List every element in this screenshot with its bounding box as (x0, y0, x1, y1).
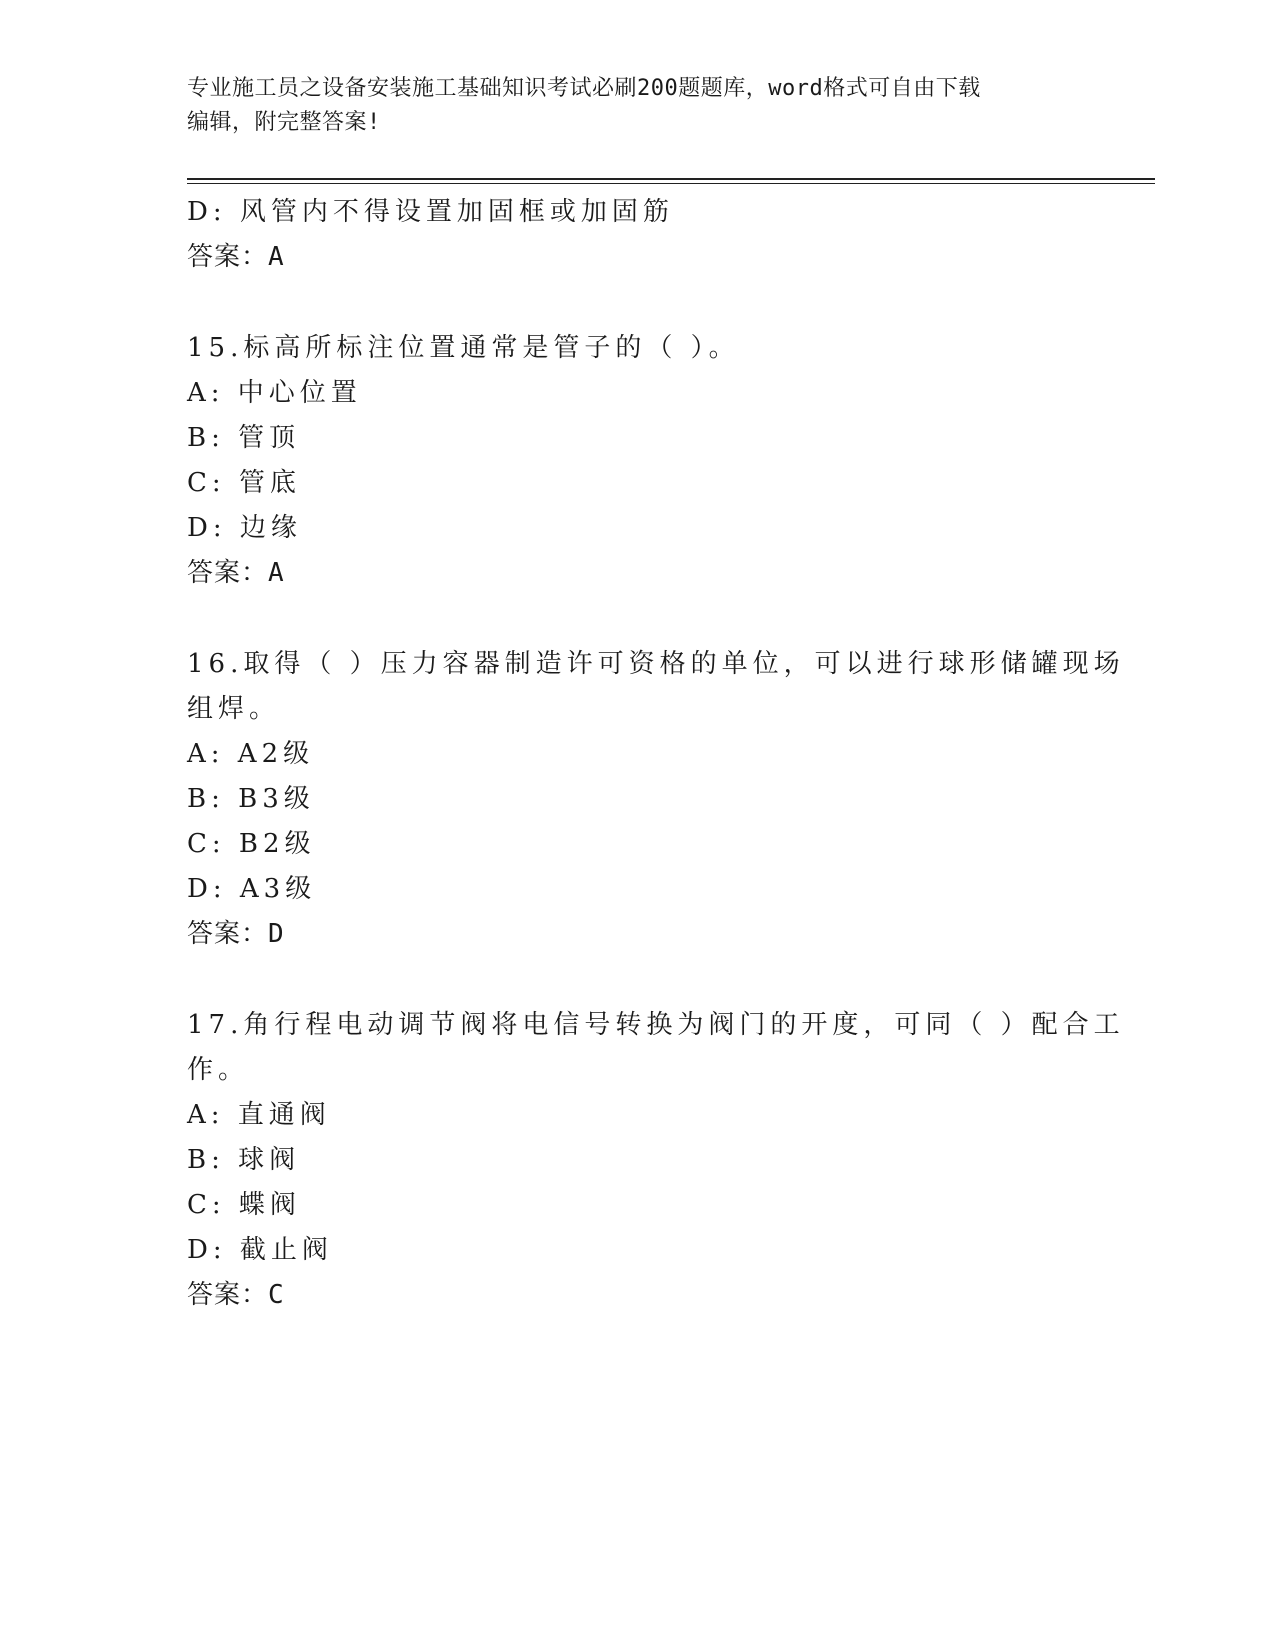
question-stem-line-2: 作。 (187, 1055, 250, 1085)
option-a: A: 直通阀 (187, 1100, 331, 1130)
document-header (187, 72, 1067, 140)
question-stem-line-2: 组焊。 (187, 694, 281, 724)
option-b: B: 管顶 (187, 423, 301, 453)
option-a: A: A2级 (187, 739, 315, 769)
question-stem-line-1: 17.角行程电动调节阀将电信号转换为阀门的开度，可同（ ）配合工 (187, 1010, 1125, 1040)
question-17 (187, 1003, 1125, 1318)
answer: 答案：C (187, 1280, 285, 1310)
question-stem: 15.标高所标注位置通常是管子的（ ）。 (187, 333, 740, 363)
question-content (187, 190, 1125, 1318)
answer: 答案：A (187, 558, 285, 588)
option-b: B: 球阀 (187, 1145, 301, 1175)
question-15 (187, 326, 1087, 596)
option-d: D: A3级 (187, 874, 317, 904)
header-line-2: 编辑，附完整答案! (187, 110, 381, 135)
option-a: A: 中心位置 (187, 378, 362, 408)
header-divider-thin (187, 183, 1155, 184)
option-c: C: 蝶阀 (187, 1190, 301, 1220)
option-b: B: B3级 (187, 784, 315, 814)
question-stem-line-1: 16.取得（ ）压力容器制造许可资格的单位，可以进行球形储罐现场 (187, 649, 1125, 679)
prev-question-answer: 答案：A (187, 242, 285, 272)
question-16 (187, 642, 1125, 957)
option-d: D: 截止阀 (187, 1235, 333, 1265)
option-c: C: 管底 (187, 468, 301, 498)
prev-question-option-d: D: 风管内不得设置加固框或加固筋 (187, 197, 674, 227)
option-c: C: B2级 (187, 829, 316, 859)
header-divider-thick (187, 178, 1155, 180)
header-line-1: 专业施工员之设备安装施工基础知识考试必刷200题题库，word格式可自由下载 (187, 76, 981, 101)
answer: 答案：D (187, 919, 285, 949)
option-d: D: 边缘 (187, 513, 302, 543)
